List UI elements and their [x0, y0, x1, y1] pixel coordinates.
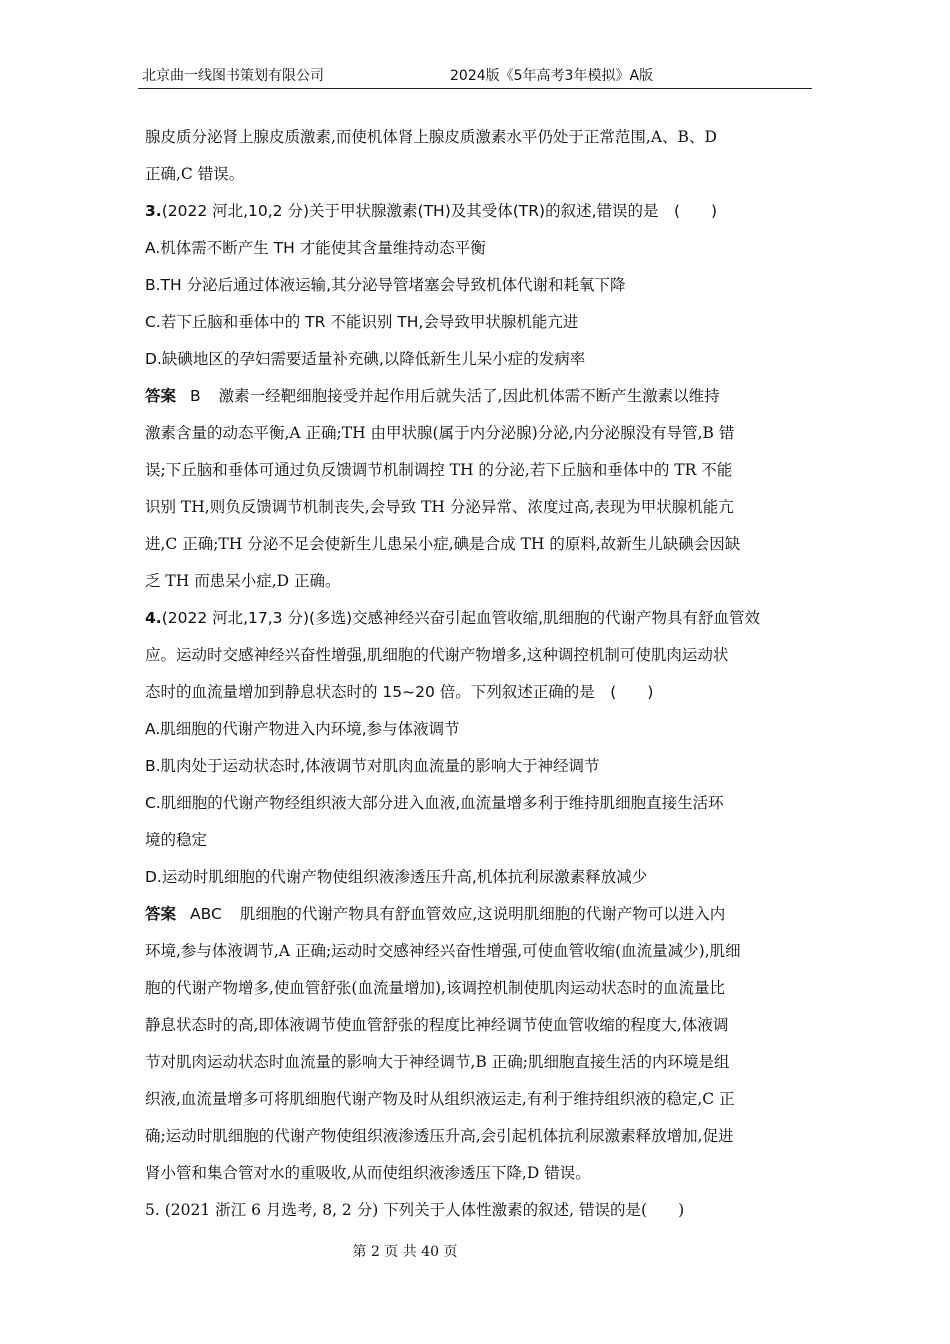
question-number: 4. — [145, 609, 162, 627]
question-3-stem — [145, 193, 815, 230]
question-3-answer — [145, 378, 815, 415]
question-4-option-d: D.运动时肌细胞的代谢产物使组织液渗透压升高,机体抗利尿激素释放减少 — [145, 868, 648, 886]
answer-key: B — [190, 387, 201, 405]
page-number: 第 2 页 共 40 页 — [352, 1244, 458, 1260]
book-title: 2024版《5年高考3年模拟》A版 — [450, 68, 654, 84]
question-number: 3. — [145, 202, 162, 220]
question-3-option-b: B.TH 分泌后通过体液运输,其分泌导管堵塞会导致机体代谢和耗氧下降 — [145, 276, 626, 294]
publisher-name: 北京曲一线图书策划有限公司 — [142, 68, 324, 84]
explanation-line: 乏 TH 而患呆小症,D 正确。 — [145, 572, 341, 590]
answer-label: 答案 — [145, 905, 177, 923]
question-4-option-b: B.肌肉处于运动状态时,体液调节对肌肉血流量的影响大于神经调节 — [145, 757, 600, 775]
intro-line: 正确,C 错误。 — [145, 165, 245, 183]
answer-key: ABC — [190, 905, 222, 923]
intro-line: 腺皮质分泌肾上腺皮质激素,而使机体肾上腺皮质激素水平仍处于正常范围,A、B、D — [145, 128, 717, 146]
explanation-line: 误;下丘脑和垂体可通过负反馈调节机制调控 TH 的分泌,若下丘脑和垂体中的 TR 不能 — [145, 461, 733, 479]
explanation-line: 静息状态时的高,即体液调节使血管舒张的程度比神经调节使血管收缩的程度大,体液调 — [145, 1016, 729, 1034]
question-5-stem: 5. (2021 浙江 6 月选考, 8, 2 分) 下列关于人体性激素的叙述, 错误的是( ) — [145, 1201, 685, 1219]
explanation-line: 节对肌肉运动状态时血流量的影响大于神经调节,B 正确;肌细胞直接生活的内环境是组 — [145, 1053, 730, 1071]
question-3-option-a: A.机体需不断产生 TH 才能使其含量维持动态平衡 — [145, 239, 486, 257]
explanation-line: 进,C 正确;TH 分泌不足会使新生儿患呆小症,碘是合成 TH 的原料,故新生儿缺碘会因缺 — [145, 535, 741, 553]
answer-label: 答案 — [145, 387, 177, 405]
explanation-line: 确;运动时肌细胞的代谢产物使组织液渗透压升高,会引起机体抗利尿激素释放增加,促进 — [145, 1127, 734, 1145]
question-4-answer — [145, 896, 815, 933]
page-header — [138, 64, 812, 89]
question-text: (2022 河北,10,2 分)关于甲状腺激素(TH)及其受体(TR)的叙述,错误的是 ( ) — [161, 202, 718, 220]
page-content — [145, 119, 815, 1229]
question-text: (2022 河北,17,3 分)(多选)交感神经兴奋引起血管收缩,肌细胞的代谢产物具有舒血管效 — [161, 609, 761, 627]
explanation-line: 识别 TH,则负反馈调节机制丧失,会导致 TH 分泌异常、浓度过高,表现为甲状腺机能亢 — [145, 498, 734, 516]
question-3-option-d: D.缺碘地区的孕妇需要适量补充碘,以降低新生儿呆小症的发病率 — [145, 350, 586, 368]
question-4-option-c-cont: 境的稳定 — [145, 831, 208, 849]
explanation-line: 肾小管和集合管对水的重吸收,从而使组织液渗透压下降,D 错误。 — [145, 1164, 591, 1182]
explanation-line: 肌细胞的代谢产物具有舒血管效应,这说明肌细胞的代谢产物可以进入内 — [239, 905, 726, 923]
explanation-line: 激素含量的动态平衡,A 正确;TH 由甲状腺(属于内分泌腺)分泌,内分泌腺没有导管,B 错 — [145, 424, 735, 442]
explanation-line: 激素一经靶细胞接受并起作用后就失活了,因此机体需不断产生激素以维持 — [218, 387, 720, 405]
question-4-stem-line: 态时的血流量增加到静息状态时的 15~20 倍。下列叙述正确的是 ( ) — [145, 683, 654, 701]
question-4-stem-line: 应。运动时交感神经兴奋性增强,肌细胞的代谢产物增多,这种调控机制可使肌肉运动状 — [145, 646, 729, 664]
question-3-option-c: C.若下丘脑和垂体中的 TR 不能识别 TH,会导致甲状腺机能亢进 — [145, 313, 579, 331]
question-4-option-a: A.肌细胞的代谢产物进入内环境,参与体液调节 — [145, 720, 460, 738]
explanation-line: 织液,血流量增多可将肌细胞代谢产物及时从组织液运走,有利于维持组织液的稳定,C 正 — [145, 1090, 735, 1108]
explanation-line: 环境,参与体液调节,A 正确;运动时交感神经兴奋性增强,可使血管收缩(血流量减少),肌细 — [145, 942, 741, 960]
question-4-stem — [145, 600, 815, 637]
explanation-line: 胞的代谢产物增多,使血管舒张(血流量增加),该调控机制使肌肉运动状态时的血流量比 — [145, 979, 725, 997]
question-4-option-c: C.肌细胞的代谢产物经组织液大部分进入血液,血流量增多利于维持肌细胞直接生活环 — [145, 794, 724, 812]
